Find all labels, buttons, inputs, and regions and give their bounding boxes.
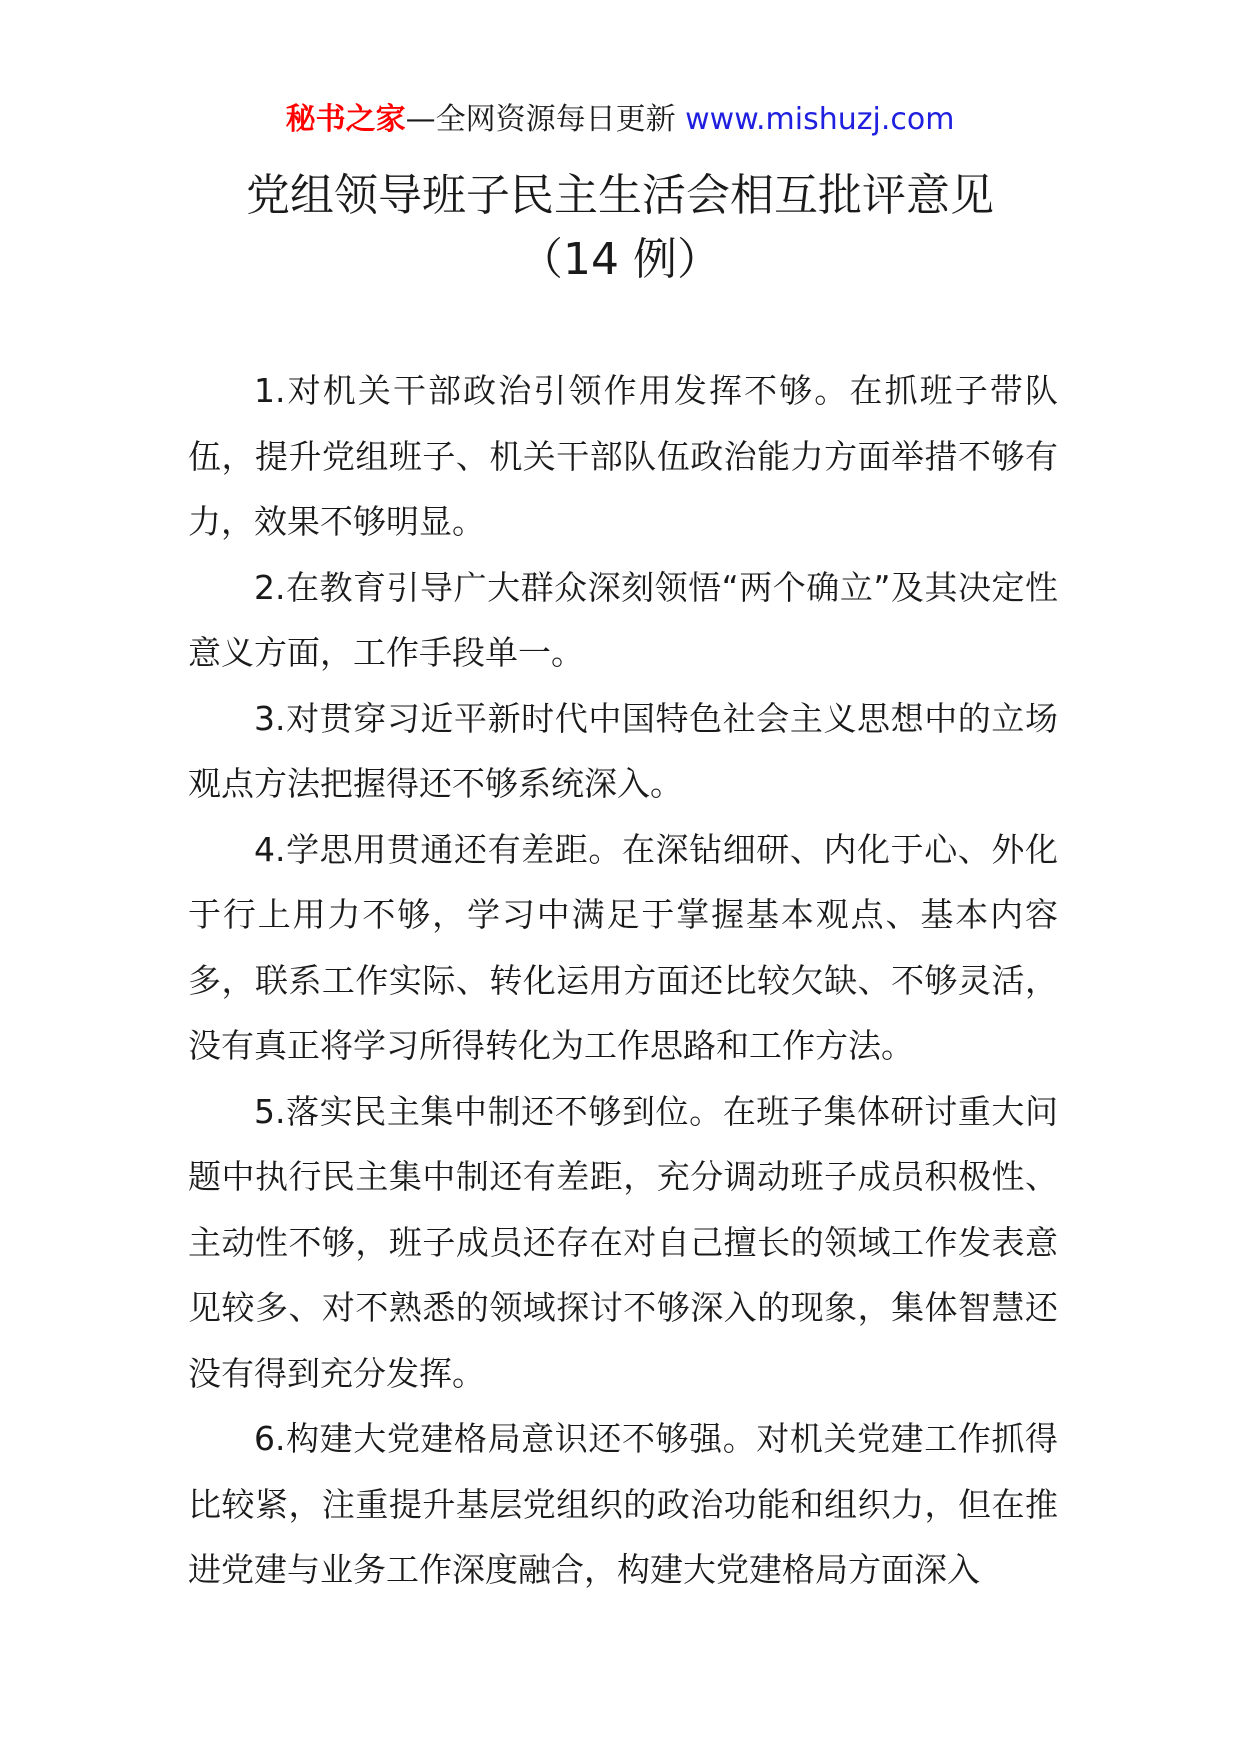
paragraph-1: 1.对机关干部政治引领作用发挥不够。在抓班子带队伍，提升党组班子、机关干部队伍政治能力方面举措不够有力，效果不够明显。 <box>188 371 1058 541</box>
paragraph-2: 2.在教育引导广大群众深刻领悟“两个确立”及其决定性意义方面，工作手段单一。 <box>188 567 1058 672</box>
document-title <box>0 164 1240 292</box>
site-url-link[interactable]: www.mishuzj.com <box>685 102 955 137</box>
site-header <box>0 100 1240 140</box>
paragraph-4: 4.学思用贯通还有差距。在深钻细研、内化于心、外化于行上用力不够，学习中满足于掌握基本观点、基本内容多，联系工作实际、转化运用方面还比较欠缺、不够灵活，没有真正将学习所得转化为工作思路和工作方法。 <box>188 829 1058 1065</box>
title-line-2: （14 例） <box>519 234 721 285</box>
brand-name: 秘书之家 <box>285 102 406 137</box>
paragraph-6: 6.构建大党建格局意识还不够强。对机关党建工作抓得比较紧，注重提升基层党组织的政治功能和组织力，但在推进党建与业务工作深度融合，构建大党建格局方面深入 <box>188 1419 1058 1589</box>
paragraph-3: 3.对贯穿习近平新时代中国特色社会主义思想中的立场观点方法把握得还不够系统深入。 <box>188 698 1058 803</box>
site-tagline: —全网资源每日更新 <box>405 102 676 137</box>
title-line-1: 党组领导班子民主生活会相互批评意见 <box>246 170 994 221</box>
document-body <box>188 358 1058 1603</box>
paragraph-5: 5.落实民主集中制还不够到位。在班子集体研讨重大问题中执行民主集中制还有差距，充分调动班子成员积极性、主动性不够，班子成员还存在对自己擅长的领域工作发表意见较多、对不熟悉的领域探讨不够深入的现象，集体智慧还没有得到充分发挥。 <box>188 1091 1058 1393</box>
